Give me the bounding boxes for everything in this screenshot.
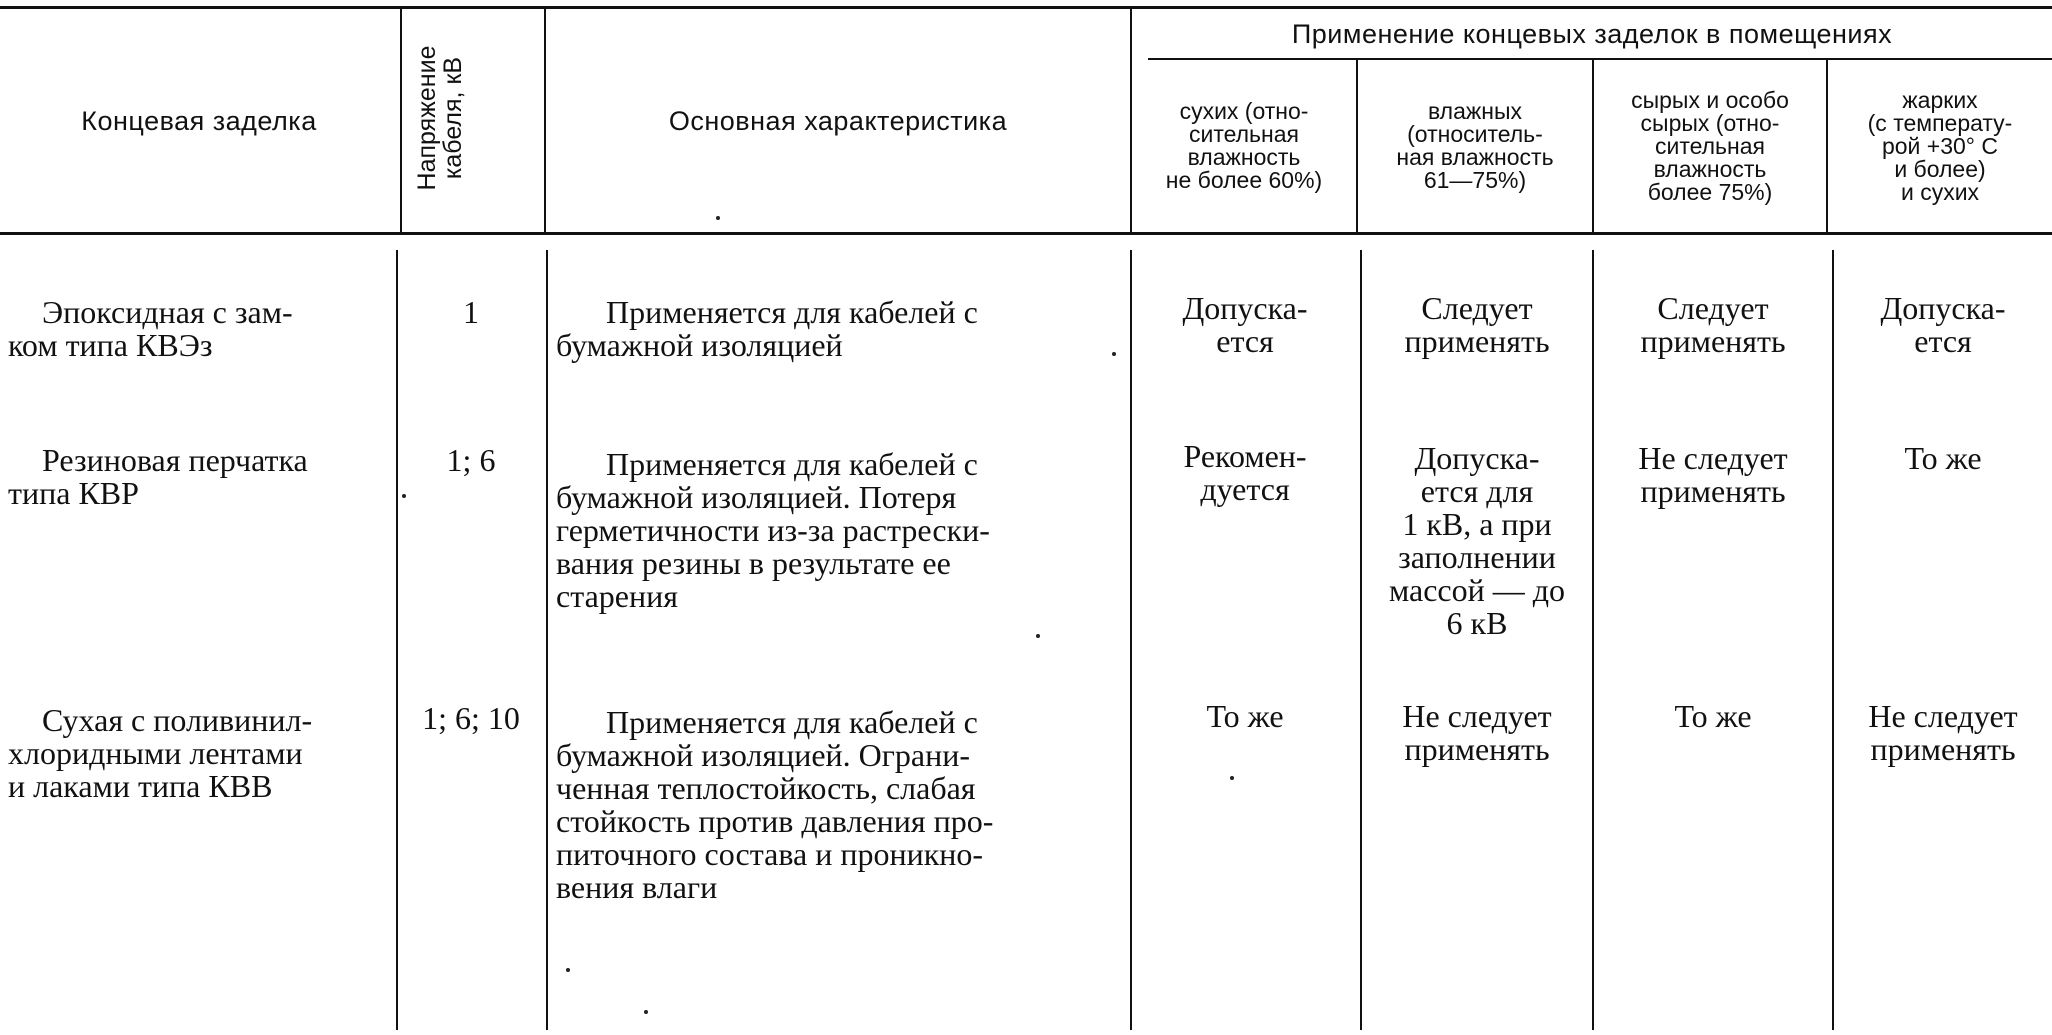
- row-1-dry: Допуска- ется: [1182, 290, 1308, 359]
- row-3-hot: Не следует применять: [1868, 698, 2018, 767]
- header-damp-rooms: сырых и особо сырых (отно- сительная влажность более 75%): [1631, 86, 1789, 205]
- scan-speck: [644, 1010, 648, 1014]
- column-divider: [1360, 250, 1362, 1030]
- column-divider: [1130, 250, 1132, 1030]
- scan-speck: [1230, 776, 1234, 780]
- scan-speck: [716, 216, 720, 220]
- scan-speck: [402, 494, 406, 498]
- row-3-voltage: 1; 6; 10: [422, 700, 520, 736]
- group-header-rule: [1148, 58, 2052, 60]
- row-2-seal-name: Резиновая перчатка типа КВР: [8, 442, 308, 511]
- scan-speck: [1036, 634, 1040, 638]
- column-divider: [1592, 250, 1594, 1030]
- row-1-damp: Следует применять: [1640, 290, 1786, 359]
- header-application-group: Применение концевых заделок в помещениях: [1291, 18, 1893, 49]
- header-humid-rooms: влажных (относитель- ная влажность 61—75%): [1396, 98, 1554, 193]
- row-2-damp: Не следует применять: [1638, 440, 1788, 509]
- row-3-humid: Не следует применять: [1402, 698, 1552, 767]
- header-main-characteristic: Основная характеристика: [668, 105, 1008, 136]
- row-1-voltage: 1: [463, 294, 479, 330]
- table-top-rule: [0, 6, 2052, 9]
- row-2-hot: То же: [1904, 440, 1982, 476]
- row-1-seal-name: Эпоксидная с зам- ком типа КВЭз: [8, 294, 293, 363]
- header-end-seal: Концевая заделка: [81, 105, 317, 136]
- row-3-description: Применяется для кабелей с бумажной изоляцией. Ограни- ченная теплостойкость, слабая стойкость против давления про- питочного состава и проникно- вения влаги: [556, 704, 994, 905]
- row-2-voltage: 1; 6: [446, 442, 496, 478]
- row-1-humid: Следует применять: [1404, 290, 1550, 359]
- header-cable-voltage: Напряжение кабеля, кВ: [413, 45, 467, 191]
- header-dry-rooms: сухих (отно- сительная влажность не более 60%): [1165, 98, 1323, 193]
- row-3-damp: То же: [1674, 698, 1752, 734]
- row-3-seal-name: Сухая с поливинил- хлоридными лентами и лаками типа КВВ: [8, 702, 313, 804]
- row-2-description: Применяется для кабелей с бумажной изоляцией. Потеря герметичности из-за растрески- вания резины в результате ее старения: [556, 446, 990, 614]
- row-1-hot: Допуска- ется: [1880, 290, 2006, 359]
- row-3-dry: То же: [1206, 698, 1284, 734]
- header-divider: [400, 8, 402, 234]
- header-hot-rooms: жарких (с температу- рой +30° С и более) и сухих: [1867, 86, 2013, 205]
- header-bottom-rule: [0, 232, 2052, 235]
- column-divider: [546, 250, 548, 1030]
- scan-speck: [1112, 352, 1116, 356]
- column-divider: [396, 250, 398, 1030]
- scan-speck: [566, 968, 570, 972]
- row-2-dry: Рекомен- дуется: [1183, 438, 1307, 507]
- row-2-humid: Допуска- ется для 1 кВ, а при заполнении массой — до 6 кВ: [1388, 440, 1566, 641]
- row-1-description: Применяется для кабелей с бумажной изоляцией: [556, 294, 978, 363]
- column-divider: [1832, 250, 1834, 1030]
